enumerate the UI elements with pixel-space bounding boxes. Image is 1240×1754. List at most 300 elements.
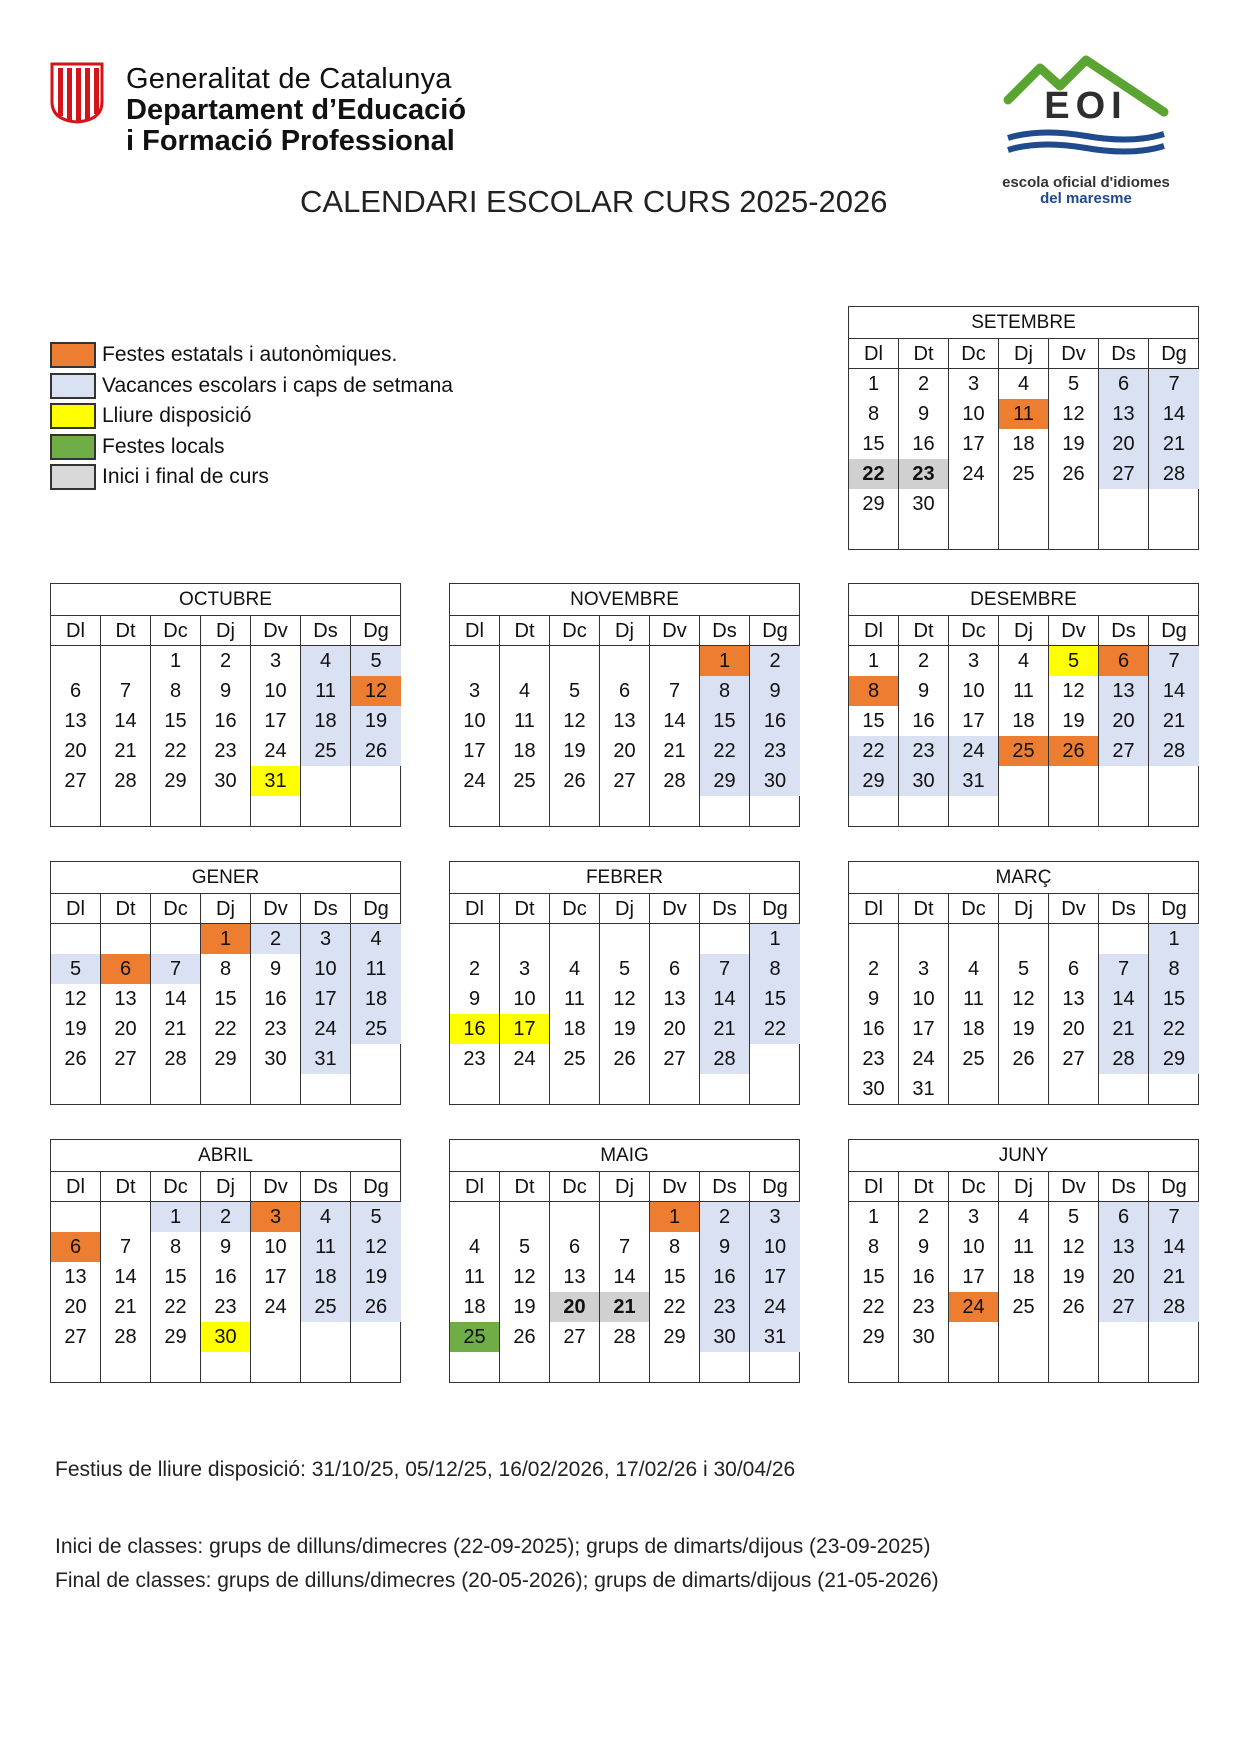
school-location: del maresme (1040, 190, 1132, 207)
empty-day (450, 924, 500, 954)
school-logo (1000, 52, 1172, 212)
legend-item (50, 432, 453, 463)
calendar-day: 18 (500, 736, 550, 766)
calendar-day: 2 (201, 1202, 251, 1232)
calendar-day: 17 (750, 1262, 800, 1292)
calendar-day: 24 (949, 459, 999, 489)
calendar-day: 28 (650, 766, 700, 796)
calendar-day: 13 (1049, 984, 1099, 1014)
calendar-day: 9 (899, 1232, 949, 1262)
eoi-house-logo-icon (1000, 52, 1172, 172)
weekday-header: Dt (101, 894, 151, 924)
month-name: JUNY (849, 1140, 1198, 1172)
weekday-header: Ds (1099, 339, 1149, 369)
calendar-day: 21 (101, 1292, 151, 1322)
month-calendar (50, 583, 401, 827)
calendar-day: 27 (550, 1322, 600, 1352)
calendar-day: 29 (650, 1322, 700, 1352)
calendar-day: 29 (849, 489, 899, 519)
weekday-header: Dj (999, 1172, 1049, 1202)
calendar-day: 25 (999, 459, 1049, 489)
calendar-day: 7 (1149, 646, 1199, 676)
calendar-day: 19 (1049, 429, 1099, 459)
calendar-day: 13 (51, 1262, 101, 1292)
weekday-header: Dv (650, 894, 700, 924)
calendar-day: 10 (949, 1232, 999, 1262)
calendar-day: 21 (600, 1292, 650, 1322)
calendar-day: 17 (301, 984, 351, 1014)
calendar-day: 15 (849, 429, 899, 459)
calendar-day: 23 (899, 459, 949, 489)
calendar-day: 23 (849, 1044, 899, 1074)
calendar-day: 19 (1049, 706, 1099, 736)
calendar-day: 27 (1099, 736, 1149, 766)
page-title: CALENDARI ESCOLAR CURS 2025-2026 (300, 184, 888, 219)
month-calendar (50, 1139, 401, 1383)
calendar-day: 30 (201, 766, 251, 796)
calendar-day: 30 (899, 1322, 949, 1352)
calendar-day: 14 (101, 1262, 151, 1292)
empty-day (999, 1352, 1049, 1382)
empty-day (550, 646, 600, 676)
empty-day (700, 1074, 750, 1104)
empty-day (700, 924, 750, 954)
weekday-header: Dv (1049, 616, 1099, 646)
calendar-day: 16 (750, 706, 800, 736)
calendar-day: 30 (251, 1044, 301, 1074)
calendar-day: 20 (650, 1014, 700, 1044)
calendar-day: 19 (500, 1292, 550, 1322)
empty-day (1049, 519, 1099, 549)
calendar-day: 11 (999, 1232, 1049, 1262)
calendar-day: 25 (999, 1292, 1049, 1322)
calendar-day: 9 (450, 984, 500, 1014)
month-calendar (449, 1139, 800, 1383)
calendar-day: 21 (700, 1014, 750, 1044)
calendar-day: 8 (151, 676, 201, 706)
calendar-day: 30 (899, 766, 949, 796)
calendar-day: 4 (949, 954, 999, 984)
calendar-day: 25 (999, 736, 1049, 766)
legend-swatch-vacation (50, 373, 96, 399)
weekday-header: Ds (1099, 616, 1149, 646)
calendar-day: 18 (999, 706, 1049, 736)
weekday-header: Ds (1099, 1172, 1149, 1202)
calendar-day: 26 (51, 1044, 101, 1074)
calendar-day: 18 (550, 1014, 600, 1044)
calendar-day: 28 (151, 1044, 201, 1074)
calendar-day: 9 (899, 676, 949, 706)
empty-day (999, 489, 1049, 519)
calendar-day: 14 (700, 984, 750, 1014)
calendar-day: 6 (600, 676, 650, 706)
calendar-day: 8 (650, 1232, 700, 1262)
empty-day (500, 1074, 550, 1104)
calendar-day: 20 (550, 1292, 600, 1322)
calendar-day: 6 (1099, 1202, 1149, 1232)
department-name-line2: i Formació Professional (126, 125, 455, 157)
empty-day (650, 796, 700, 826)
calendar-day: 26 (999, 1044, 1049, 1074)
empty-day (899, 519, 949, 549)
month-grid (450, 1172, 799, 1382)
calendar-day: 7 (1099, 954, 1149, 984)
calendar-day: 5 (600, 954, 650, 984)
calendar-day: 24 (949, 736, 999, 766)
calendar-day: 2 (899, 646, 949, 676)
calendar-day: 5 (351, 646, 401, 676)
calendar-day: 2 (201, 646, 251, 676)
weekday-header: Dc (151, 1172, 201, 1202)
calendar-day: 14 (1149, 1232, 1199, 1262)
calendar-day: 14 (650, 706, 700, 736)
weekday-header: Ds (1099, 894, 1149, 924)
weekday-header: Dg (1149, 339, 1199, 369)
weekday-header: Dt (899, 339, 949, 369)
weekday-header: Dt (101, 616, 151, 646)
empty-day (51, 1352, 101, 1382)
month-grid (51, 616, 400, 826)
calendar-day: 19 (999, 1014, 1049, 1044)
empty-day (949, 519, 999, 549)
weekday-header: Dj (999, 339, 1049, 369)
calendar-day: 10 (251, 1232, 301, 1262)
calendar-day: 19 (351, 706, 401, 736)
calendar-day: 8 (201, 954, 251, 984)
weekday-header: Dj (999, 616, 1049, 646)
calendar-day: 7 (151, 954, 201, 984)
weekday-header: Dc (151, 894, 201, 924)
empty-day (1049, 766, 1099, 796)
calendar-day: 28 (1149, 459, 1199, 489)
empty-day (450, 1202, 500, 1232)
empty-day (949, 1352, 999, 1382)
empty-day (500, 924, 550, 954)
calendar-day: 8 (849, 399, 899, 429)
empty-day (849, 1352, 899, 1382)
calendar-day: 24 (750, 1292, 800, 1322)
empty-day (1099, 1074, 1149, 1104)
calendar-day: 12 (550, 706, 600, 736)
calendar-day: 24 (500, 1044, 550, 1074)
calendar-day: 11 (999, 676, 1049, 706)
month-name: GENER (51, 862, 400, 894)
calendar-day: 11 (550, 984, 600, 1014)
calendar-day: 22 (201, 1014, 251, 1044)
empty-day (750, 796, 800, 826)
empty-day (1149, 796, 1199, 826)
calendar-day: 30 (899, 489, 949, 519)
calendar-day: 12 (500, 1262, 550, 1292)
calendar-day: 7 (1149, 1202, 1199, 1232)
calendar-day: 6 (1049, 954, 1099, 984)
calendar-day: 23 (700, 1292, 750, 1322)
calendar-day: 16 (201, 1262, 251, 1292)
empty-day (949, 924, 999, 954)
calendar-day: 16 (251, 984, 301, 1014)
calendar-day: 26 (1049, 1292, 1099, 1322)
empty-day (351, 766, 401, 796)
calendar-day: 28 (101, 1322, 151, 1352)
calendar-day: 3 (949, 1202, 999, 1232)
calendar-day: 16 (201, 706, 251, 736)
legend-item (50, 371, 453, 402)
calendar-day: 27 (1049, 1044, 1099, 1074)
weekday-header: Dl (849, 894, 899, 924)
calendar-day: 1 (151, 646, 201, 676)
generalitat-emblem-icon (48, 62, 106, 124)
calendar-day: 5 (550, 676, 600, 706)
calendar-day: 27 (600, 766, 650, 796)
legend-item (50, 340, 453, 371)
month-grid (849, 1172, 1198, 1382)
empty-day (101, 924, 151, 954)
empty-day (849, 519, 899, 549)
calendar-day: 18 (301, 1262, 351, 1292)
empty-day (600, 1074, 650, 1104)
calendar-day: 10 (251, 676, 301, 706)
calendar-day: 20 (600, 736, 650, 766)
calendar-day: 29 (849, 766, 899, 796)
calendar-day: 3 (500, 954, 550, 984)
calendar-day: 17 (251, 706, 301, 736)
empty-day (750, 1044, 800, 1074)
calendar-day: 1 (750, 924, 800, 954)
calendar-day: 19 (1049, 1262, 1099, 1292)
calendar-day: 9 (700, 1232, 750, 1262)
calendar-day: 20 (1099, 706, 1149, 736)
empty-day (700, 796, 750, 826)
calendar-day: 12 (1049, 1232, 1099, 1262)
calendar-day: 7 (600, 1232, 650, 1262)
calendar-day: 15 (750, 984, 800, 1014)
calendar-day: 24 (301, 1014, 351, 1044)
calendar-day: 5 (999, 954, 1049, 984)
weekday-header: Dv (650, 1172, 700, 1202)
weekday-header: Dl (450, 894, 500, 924)
empty-day (251, 796, 301, 826)
calendar-day: 2 (251, 924, 301, 954)
calendar-day: 31 (949, 766, 999, 796)
calendar-day: 22 (849, 736, 899, 766)
empty-day (51, 646, 101, 676)
empty-day (500, 1202, 550, 1232)
calendar-day: 13 (51, 706, 101, 736)
empty-day (1149, 489, 1199, 519)
empty-day (1099, 519, 1149, 549)
calendar-day: 3 (301, 924, 351, 954)
calendar-day: 23 (899, 736, 949, 766)
calendar-day: 3 (949, 369, 999, 399)
calendar-day: 3 (450, 676, 500, 706)
calendar-day: 14 (1149, 676, 1199, 706)
month-name: MARÇ (849, 862, 1198, 894)
month-grid (849, 616, 1198, 826)
calendar-day: 15 (151, 1262, 201, 1292)
empty-day (999, 1074, 1049, 1104)
calendar-day: 7 (650, 676, 700, 706)
weekday-header: Dl (849, 339, 899, 369)
weekday-header: Dj (201, 894, 251, 924)
org-name: Generalitat de Catalunya (126, 63, 452, 95)
calendar-day: 11 (301, 1232, 351, 1262)
weekday-header: Dv (251, 894, 301, 924)
calendar-day: 25 (301, 1292, 351, 1322)
calendar-day: 16 (899, 1262, 949, 1292)
empty-day (351, 1352, 401, 1382)
empty-day (1049, 796, 1099, 826)
calendar-day: 23 (750, 736, 800, 766)
calendar-day: 22 (151, 736, 201, 766)
calendar-day: 28 (700, 1044, 750, 1074)
calendar-day: 11 (450, 1262, 500, 1292)
calendar-day: 24 (251, 736, 301, 766)
empty-day (301, 1074, 351, 1104)
empty-day (1149, 1322, 1199, 1352)
calendar-day: 26 (1049, 459, 1099, 489)
calendar-day: 26 (550, 766, 600, 796)
weekday-header: Dg (1149, 1172, 1199, 1202)
empty-day (949, 1322, 999, 1352)
calendar-day: 25 (500, 766, 550, 796)
calendar-day: 24 (251, 1292, 301, 1322)
empty-day (101, 646, 151, 676)
calendar-day: 17 (949, 1262, 999, 1292)
calendar-day: 27 (51, 766, 101, 796)
weekday-header: Dj (999, 894, 1049, 924)
empty-day (999, 1322, 1049, 1352)
calendar-day: 12 (351, 1232, 401, 1262)
calendar-day: 29 (849, 1322, 899, 1352)
empty-day (1049, 1074, 1099, 1104)
calendar-day: 29 (700, 766, 750, 796)
calendar-day: 2 (700, 1202, 750, 1232)
calendar-day: 18 (301, 706, 351, 736)
calendar-day: 4 (999, 1202, 1049, 1232)
calendar-day: 10 (949, 676, 999, 706)
empty-day (1149, 1074, 1199, 1104)
calendar-day: 6 (550, 1232, 600, 1262)
empty-day (1099, 924, 1149, 954)
weekday-header: Dg (351, 894, 401, 924)
month-grid (450, 894, 799, 1104)
empty-day (750, 1352, 800, 1382)
weekday-header: Dt (899, 616, 949, 646)
weekday-header: Dv (650, 616, 700, 646)
empty-day (600, 924, 650, 954)
empty-day (1049, 1352, 1099, 1382)
calendar-day: 11 (351, 954, 401, 984)
svg-text:EOI: EOI (1044, 85, 1128, 127)
empty-day (51, 1074, 101, 1104)
calendar-day: 10 (750, 1232, 800, 1262)
empty-day (949, 796, 999, 826)
empty-day (899, 924, 949, 954)
empty-day (650, 646, 700, 676)
empty-day (1099, 1352, 1149, 1382)
weekday-header: Dj (600, 616, 650, 646)
empty-day (151, 796, 201, 826)
calendar-day: 8 (151, 1232, 201, 1262)
calendar-day: 7 (700, 954, 750, 984)
empty-day (301, 766, 351, 796)
calendar-day: 12 (1049, 676, 1099, 706)
empty-day (351, 796, 401, 826)
weekday-header: Dl (849, 1172, 899, 1202)
calendar-day: 24 (899, 1044, 949, 1074)
calendar-day: 18 (999, 429, 1049, 459)
empty-day (1149, 519, 1199, 549)
school-name: escola oficial d'idiomes (1002, 174, 1170, 191)
calendar-day: 3 (949, 646, 999, 676)
calendar-day: 10 (450, 706, 500, 736)
calendar-day: 19 (351, 1262, 401, 1292)
calendar-day: 4 (351, 924, 401, 954)
calendar-day: 30 (700, 1322, 750, 1352)
classes-start-note: Inici de classes: grups de dilluns/dimecres (22-09-2025); grups de dimarts/dijous (23-09-2025) (55, 1535, 931, 1558)
month-name: ABRIL (51, 1140, 400, 1172)
empty-day (51, 924, 101, 954)
weekday-header: Dc (949, 339, 999, 369)
calendar-day: 25 (301, 736, 351, 766)
calendar-day: 7 (101, 1232, 151, 1262)
calendar-day: 5 (351, 1202, 401, 1232)
empty-day (899, 796, 949, 826)
calendar-day: 1 (151, 1202, 201, 1232)
calendar-day: 21 (1149, 1262, 1199, 1292)
calendar-day: 1 (849, 1202, 899, 1232)
calendar-day: 30 (750, 766, 800, 796)
weekday-header: Dl (450, 616, 500, 646)
calendar-day: 17 (949, 429, 999, 459)
calendar-day: 2 (750, 646, 800, 676)
weekday-header: Dv (251, 1172, 301, 1202)
weekday-header: Dj (600, 1172, 650, 1202)
calendar-day: 23 (201, 1292, 251, 1322)
empty-day (949, 489, 999, 519)
calendar-day: 4 (450, 1232, 500, 1262)
calendar-day: 4 (301, 1202, 351, 1232)
calendar-day: 18 (351, 984, 401, 1014)
empty-day (600, 646, 650, 676)
calendar-day: 18 (949, 1014, 999, 1044)
empty-day (600, 1352, 650, 1382)
calendar-day: 11 (301, 676, 351, 706)
calendar-day: 16 (899, 706, 949, 736)
calendar-day: 9 (849, 984, 899, 1014)
weekday-header: Dv (251, 616, 301, 646)
calendar-day: 18 (999, 1262, 1049, 1292)
empty-day (650, 1074, 700, 1104)
calendar-day: 16 (849, 1014, 899, 1044)
legend-label: Festes locals (102, 434, 225, 458)
calendar-day: 22 (1149, 1014, 1199, 1044)
calendar-day: 30 (849, 1074, 899, 1104)
empty-day (899, 1352, 949, 1382)
weekday-header: Dg (351, 616, 401, 646)
calendar-day: 9 (201, 1232, 251, 1262)
calendar-day: 12 (600, 984, 650, 1014)
empty-day (650, 1352, 700, 1382)
calendar-day: 21 (1099, 1014, 1149, 1044)
calendar-day: 23 (251, 1014, 301, 1044)
empty-day (51, 796, 101, 826)
legend-swatch-local (50, 434, 96, 460)
month-name: SETEMBRE (849, 307, 1198, 339)
calendar-day: 31 (301, 1044, 351, 1074)
empty-day (301, 1352, 351, 1382)
calendar-day: 3 (899, 954, 949, 984)
